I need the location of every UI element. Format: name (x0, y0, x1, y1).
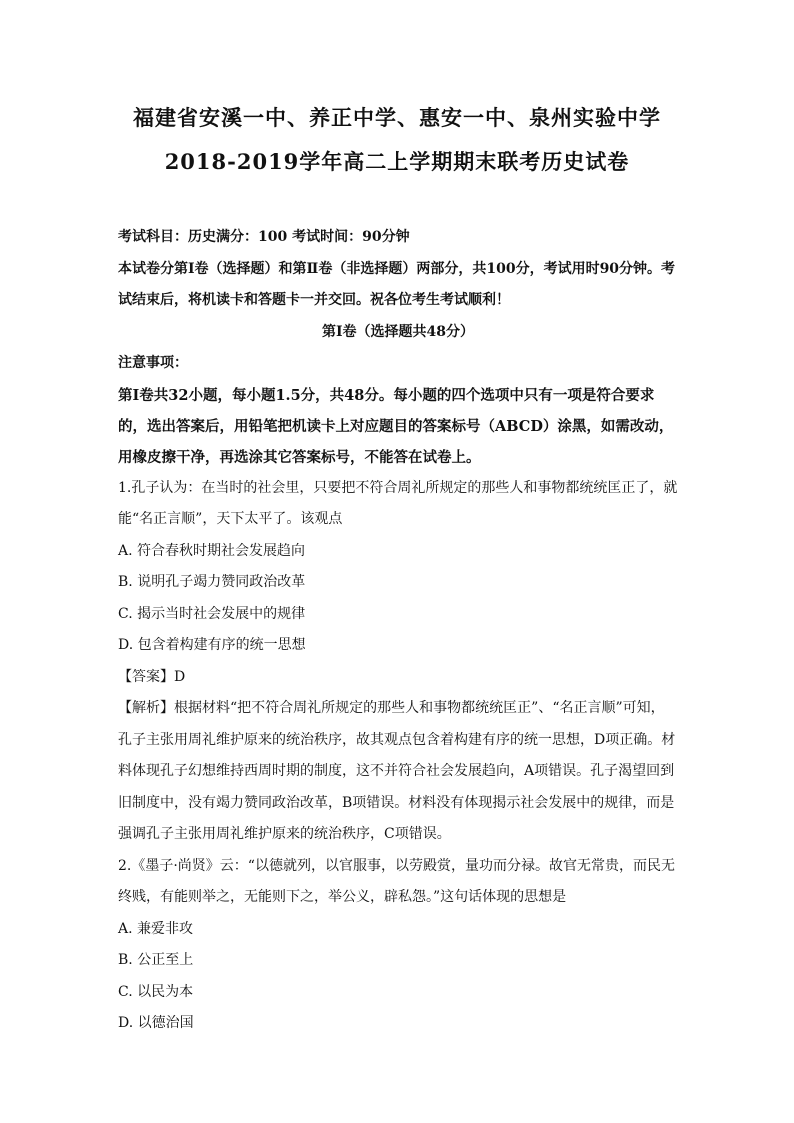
option-b: B. 公正至上 (118, 952, 194, 968)
option-c: C. 揭示当时社会发展中的规律 (118, 605, 306, 622)
option-d: D. 以德治国 (118, 1015, 194, 1031)
option-c: C. 以民为本 (118, 983, 194, 1000)
option-d: D. 包含着构建有序的统一思想 (118, 637, 306, 653)
exam-body (118, 222, 678, 1040)
answer: 【答案】D (118, 668, 186, 685)
exam-info: 考试科目：历史满分：100 考试时间：90分钟 (118, 229, 410, 245)
section-title: 第Ⅰ卷（选择题共48分） (321, 323, 475, 340)
analysis: 【解析】根据材料“把不符合周礼所规定的那些人和事物都统统匡正”、“名正言顺”可知，孔子主张用周礼维护原来的统治秩序，故其观点包含着构建有序的统一思想，D项正确。材料体现孔子幻想维持西周时期的制度，这不并符合社会发展趋向，A项错误。孔子渴望回到旧制度中，没有竭力赞同政治改革，B项错误。材料没有体现揭示社会发展中的规律，而是强调孔子主张用周礼维护原来的统治秩序，C项错误。 (118, 700, 676, 842)
exam-intro: 本试卷分第Ⅰ卷（选择题）和第Ⅱ卷（非选择题）两部分，共100分，考试用时90分钟。考试结束后，将机读卡和答题卡一并交回。祝各位考生考试顺利！ (118, 260, 676, 308)
title-line-1: 福建省安溪一中、养正中学、惠安一中、泉州实验中学 (133, 105, 661, 130)
question-stem: 2.《墨子·尚贤》云：“以德就列，以官服事，以劳殿赏，量功而分禄。故官无常贵，而民无终贱，有能则举之，无能则下之，举公义，辟私怨。”这句话体现的思想是 (118, 857, 675, 905)
notes-text: 第Ⅰ卷共32小题，每小题1.5分，共48分。每小题的四个选项中只有一项是符合要求的，选出答案后，用铅笔把机读卡上对应题目的答案标号（ABCD）涂黑，如需改动，用橡皮擦干净，再选涂其它答案标号，不能答在试卷上。 (118, 386, 674, 466)
notes-label: 注意事项： (118, 355, 188, 371)
question-1 (118, 473, 678, 851)
question-stem: 1.孔子认为：在当时的社会里，只要把不符合周礼所规定的那些人和事物都统统匡正了，就能“名正言顺”，天下太平了。该观点 (118, 479, 678, 527)
title-line-2: 2018-2019学年高二上学期期末联考历史试卷 (164, 149, 630, 174)
question-2 (118, 851, 678, 1040)
option-b: B. 说明孔子竭力赞同政治改革 (118, 574, 306, 590)
option-a: A. 符合春秋时期社会发展趋向 (118, 542, 306, 559)
option-a: A. 兼爱非攻 (118, 920, 194, 937)
